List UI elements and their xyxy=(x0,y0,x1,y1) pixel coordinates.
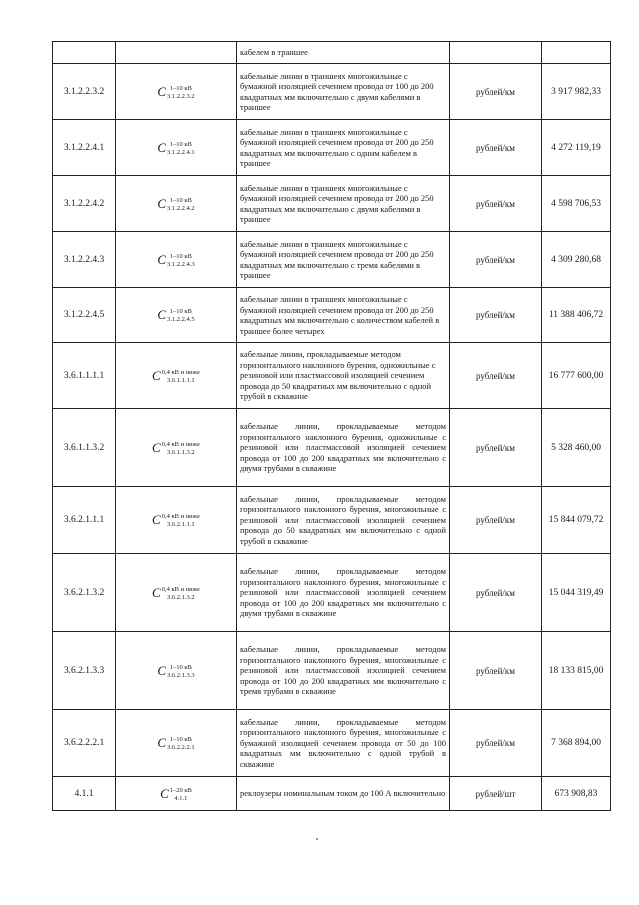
table-row xyxy=(53,554,611,632)
row-value: 4 272 119,19 xyxy=(542,120,611,176)
row-value: 4 598 706,53 xyxy=(542,176,611,232)
row-unit: рублей/км xyxy=(450,710,542,777)
rate-formula xyxy=(116,632,237,710)
rate-formula xyxy=(116,232,237,288)
index-subscript: 4.1.1 xyxy=(174,794,188,802)
voltage-superscript: 0,4 кВ и ниже xyxy=(161,513,200,520)
row-code xyxy=(53,42,116,64)
c-symbol: C xyxy=(157,83,167,99)
row-code: 3.6.1.1.3.2 xyxy=(53,409,116,487)
c-symbol: C xyxy=(157,735,167,750)
row-value: 4 309 280,68 xyxy=(542,232,611,288)
table-row xyxy=(53,120,611,176)
c-symbol: C xyxy=(152,367,161,383)
table-row xyxy=(53,710,611,777)
voltage-superscript: 0,4 кВ и ниже xyxy=(161,585,200,593)
rate-formula xyxy=(116,554,237,632)
row-unit: рублей/шт xyxy=(450,777,542,811)
table-row xyxy=(53,288,611,343)
voltage-superscript: 1–10 кВ xyxy=(169,663,192,671)
voltage-superscript: 1–10 кВ xyxy=(169,736,192,743)
voltage-superscript: 1–10 кВ xyxy=(169,196,192,204)
table-row xyxy=(53,487,611,554)
row-value: 673 908,83 xyxy=(542,777,611,811)
row-code: 3.1.2.2.3.2 xyxy=(53,64,116,120)
c-symbol: C xyxy=(157,195,167,211)
row-value: 15 044 319,49 xyxy=(542,554,611,632)
rate-formula xyxy=(116,64,237,120)
row-unit: рублей/км xyxy=(450,288,542,343)
row-description: реклоузеры номинальным током до 100 А включительно xyxy=(237,777,450,811)
c-symbol: C xyxy=(152,512,161,527)
table-row xyxy=(53,777,611,811)
index-subscript: 3.1.2.2.4.3 xyxy=(167,260,195,268)
row-unit xyxy=(450,42,542,64)
row-description: кабельные линии, прокладываемые методом горизонтального наклонного бурения, многожильные с резиновой или пластмассовой изоляцией сечением провода до 50 квадратных мм включительно с одной трубой в скважине xyxy=(237,487,450,554)
table-row xyxy=(53,176,611,232)
row-unit: рублей/км xyxy=(450,554,542,632)
row-code: 3.1.2.2.4.1 xyxy=(53,120,116,176)
index-subscript: 3.6.2.1.3.2 xyxy=(167,593,195,601)
index-subscript: 3.1.2.2.3.2 xyxy=(167,92,195,100)
row-code: 3.1.2.2.4.3 xyxy=(53,232,116,288)
rate-formula xyxy=(116,288,237,343)
row-description: кабельные линии в траншеях многожильные с бумажной изоляцией сечением провода от 200 до 250 квадратных мм включительно с количеством кабелей в траншее более четырех xyxy=(237,288,450,343)
row-description: кабельные линии, прокладываемые методом горизонтального наклонного бурения, одножильные с резиновой или пластмассовой изоляцией сечением провода от 100 до 200 квадратных мм включительно с двумя трубами в скважине xyxy=(237,409,450,487)
row-value: 11 388 406,72 xyxy=(542,288,611,343)
row-code: 3.1.2.2.4.2 xyxy=(53,176,116,232)
table-row xyxy=(53,409,611,487)
row-value: 18 133 815,00 xyxy=(542,632,611,710)
table-row xyxy=(53,64,611,120)
row-value: 15 844 079,72 xyxy=(542,487,611,554)
voltage-superscript: 1–20 кВ xyxy=(169,786,192,794)
c-symbol: C xyxy=(157,307,167,322)
rate-formula xyxy=(116,777,237,811)
scan-speck xyxy=(316,838,318,840)
row-code: 3.6.2.1.1.1 xyxy=(53,487,116,554)
row-code: 3.6.2.2.2.1 xyxy=(53,710,116,777)
index-subscript: 3.1.2.2.4.2 xyxy=(167,204,195,212)
row-code: 4.1.1 xyxy=(53,777,116,811)
row-code: 3.1.2.2.4.5 xyxy=(53,288,116,343)
row-description: кабельные линии, прокладываемые методом горизонтального наклонного бурения, многожильные с резиновой или пластмассовой изоляцией сечением провода от 100 до 200 квадратных мм включительно с двумя трубами в скважине xyxy=(237,554,450,632)
voltage-superscript: 1–10 кВ xyxy=(169,252,192,260)
table-row xyxy=(53,343,611,409)
c-symbol: C xyxy=(157,251,167,267)
row-unit: рублей/км xyxy=(450,176,542,232)
voltage-superscript: 1–10 кВ xyxy=(169,140,192,148)
row-description: кабельные линии в траншеях многожильные с бумажной изоляцией сечением провода от 200 до 250 квадратных мм включительно с тремя кабелями в траншее xyxy=(237,232,450,288)
rate-formula xyxy=(116,176,237,232)
row-unit: рублей/км xyxy=(450,64,542,120)
table-row xyxy=(53,632,611,710)
row-description: кабелем в траншее xyxy=(237,42,450,64)
row-code: 3.6.2.1.3.2 xyxy=(53,554,116,632)
index-subscript: 3.6.1.1.1.1 xyxy=(167,376,195,384)
row-unit: рублей/км xyxy=(450,343,542,409)
c-symbol: C xyxy=(152,439,161,455)
row-description: кабельные линии, прокладываемые методом горизонтального наклонного бурения, одножильные с резиновой или пластмассовой изоляцией сечением провода до 50 квадратных мм включительно с одной трубой в скважине xyxy=(237,343,450,409)
row-value: 3 917 982,33 xyxy=(542,64,611,120)
c-symbol: C xyxy=(160,785,169,801)
index-subscript: 3.6.2.1.1.1 xyxy=(167,521,195,528)
table-row xyxy=(53,42,611,64)
row-unit: рублей/км xyxy=(450,487,542,554)
rate-formula xyxy=(116,42,237,64)
table-row xyxy=(53,232,611,288)
row-unit: рублей/км xyxy=(450,409,542,487)
voltage-superscript: 0,4 кВ и ниже xyxy=(161,368,200,376)
rate-formula xyxy=(116,409,237,487)
row-description: кабельные линии в траншеях многожильные с бумажной изоляцией сечением провода от 200 до 250 квадратных мм включительно с двумя кабелями в траншее xyxy=(237,176,450,232)
row-value: 5 328 460,00 xyxy=(542,409,611,487)
row-unit: рублей/км xyxy=(450,632,542,710)
row-code: 3.6.2.1.3.3 xyxy=(53,632,116,710)
row-description: кабельные линии в траншеях многожильные с бумажной изоляцией сечением провода от 100 до 200 квадратных мм включительно с двумя кабелями в траншее xyxy=(237,64,450,120)
index-subscript: 3.1.2.2.4.1 xyxy=(167,148,195,156)
index-subscript: 3.6.2.2.2.1 xyxy=(167,744,195,751)
index-subscript: 3.6.1.1.3.2 xyxy=(167,448,195,456)
voltage-superscript: 1–10 кВ xyxy=(169,84,192,92)
row-value: 16 777 600,00 xyxy=(542,343,611,409)
c-symbol: C xyxy=(157,139,167,155)
row-value: 7 368 894,00 xyxy=(542,710,611,777)
voltage-superscript: 0,4 кВ и ниже xyxy=(161,440,200,448)
rate-formula xyxy=(116,343,237,409)
index-subscript: 3.6.2.1.3.3 xyxy=(167,671,195,679)
rate-formula xyxy=(116,120,237,176)
rates-table xyxy=(52,41,611,811)
row-unit: рублей/км xyxy=(450,232,542,288)
row-code: 3.6.1.1.1.1 xyxy=(53,343,116,409)
rate-formula xyxy=(116,710,237,777)
index-subscript: 3.1.2.2.4.5 xyxy=(167,316,195,323)
c-symbol: C xyxy=(157,662,167,678)
row-description: кабельные линии, прокладываемые методом горизонтального наклонного бурения, многожильные с бумажной изоляцией сечением провода от 50 до 100 квадратных мм включительно с одной трубой в скважине xyxy=(237,710,450,777)
rate-formula xyxy=(116,487,237,554)
c-symbol: C xyxy=(152,584,161,600)
voltage-superscript: 1–10 кВ xyxy=(169,308,192,315)
row-description: кабельные линии в траншеях многожильные с бумажной изоляцией сечением провода от 200 до 250 квадратных мм включительно с одним кабелем в траншее xyxy=(237,120,450,176)
row-description: кабельные линии, прокладываемые методом горизонтального наклонного бурения, многожильные с резиновой или пластмассовой изоляцией сечением провода от 100 до 200 квадратных мм включительно с тремя трубами в скважине xyxy=(237,632,450,710)
row-value xyxy=(542,42,611,64)
row-unit: рублей/км xyxy=(450,120,542,176)
